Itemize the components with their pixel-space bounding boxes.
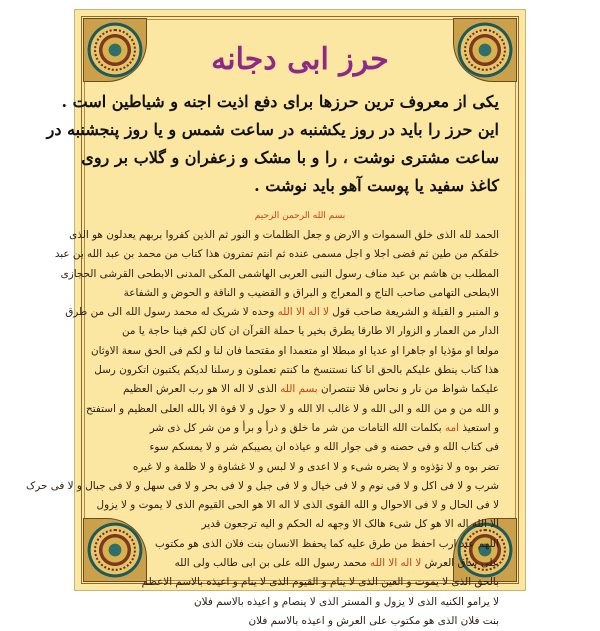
prayer-line-text: مولعا او مؤذیا او جاهرا او عدیا او مبطلا او متعمدا او مقتحما فان لنا و لکم فی الحق سعة الاوثان — [90, 344, 499, 357]
prayer-line — [101, 380, 499, 399]
prayer-text-body — [25, 226, 499, 631]
prayer-line-text: لا یرامو الکنیه الذی لا یزول و المستر الذی لا ینصام و اعیذه بالاسم فلان — [194, 595, 499, 608]
prayer-line-text: و الله من و من الله و الی الله و لا غالب الا الله و لا حول و لا قوة الا بالله العلی العظیم و استفتح — [86, 402, 499, 415]
intro-line: ساعت مشتری نوشت ، را و با مشک و زعفران و گلاب بر روی — [81, 148, 499, 167]
intro-line: کاغذ سفید یا پوست آهو باید نوشت . — [254, 176, 499, 195]
prayer-line-text: علی ساق العرش — [424, 557, 499, 570]
prayer-line — [101, 284, 499, 303]
prayer-line — [101, 458, 499, 477]
prayer-line-text: وحده لا شریک له محمد رسول الله الی من طرق — [65, 306, 275, 319]
prayer-line — [54, 245, 499, 264]
prayer-line-text: تضر بوه و لا تؤذوه و لا یضره شیء و لا اعدی و لا لبس و لا غشاوة و لا ظلمة و لا غیره — [132, 460, 499, 473]
prayer-line-text: علیکما شواظ من نار و نحاس فلا تنتصران — [321, 383, 499, 396]
prayer-line-text: لا فی الحال و لا فی الاحوال و الله القوی الذی لا اله الا هو الحی القیوم الذی لا یموت و لا یزول — [96, 499, 499, 512]
highlighted-phrase: لا اله الا الله — [274, 306, 333, 319]
talisman-card — [25, 9, 526, 627]
prayer-line — [60, 265, 499, 284]
prayer-line-text: و المنبر و القبلة و الشریعة صاحب قول — [332, 306, 499, 319]
prayer-line — [101, 535, 499, 554]
prayer-line — [25, 477, 499, 496]
page-title: حرز ابی دجانه — [211, 42, 389, 77]
prayer-line-text: بالحق الذی لا یموت و العین الذی لا ینام و القیوم الذی لا ینام و اعیذه بالاسم الاعظم — [141, 576, 499, 589]
prayer-line-text: و استعیذ — [462, 421, 499, 434]
prayer-line-text: فی کتاب الله و فی حصنه و فی جوار الله و عیاذه ان یصیبکم شر و لا یمسکم سوء — [149, 441, 499, 454]
prayer-line-text: هذا کتاب ینطق علیکم بالحق انا کنا نستنسخ ما کنتم تعملون و رسلنا لدیکم یکتبون اتکرون رسل — [94, 364, 499, 377]
prayer-line-text: اللهم عبد ارب احفظ من طرق علیه کما یحفظ الانسان بنت فلان الذی هو مکتوب — [155, 537, 499, 550]
highlighted-phrase: بسم الله — [276, 383, 321, 396]
prayer-line-text: الذی لا اله الا هو رب العرش العظیم — [123, 383, 277, 396]
prayer-line — [101, 612, 499, 631]
prayer-line — [90, 342, 499, 361]
prayer-line — [65, 303, 499, 322]
prayer-line — [101, 438, 499, 457]
prayer-line-text: المطلب بن هاشم بن عبد مناف رسول النبی العربی الهاشمی المکی المدنی الابطحی القرشی الحجازی — [60, 267, 499, 280]
prayer-line — [86, 400, 499, 419]
intro-line: یکی از معروف ترین حرزها برای دفع اذیت اجنه و شیاطین است . — [61, 92, 499, 111]
prayer-line — [69, 226, 499, 245]
prayer-line — [101, 419, 499, 438]
prayer-line-text: الحمد لله الذی خلق السموات و الارض و جعل الظلمات و النور ثم الذین کفروا بربهم یعدلون هو الذی — [69, 229, 499, 241]
prayer-line — [101, 554, 499, 573]
intro-line: این حرز را باید در روز یکشنبه در ساعت شمس و یا روز پنجشنبه در — [46, 120, 499, 139]
basmala-heading: بسم الله الرحمن الرحیم — [254, 211, 346, 221]
prayer-line-text: خلقکم من طین ثم قضی اجلا و اجل مسمی عنده ثم انتم تمترون هذا کتاب من محمد بن عبد الله بن عبد — [54, 248, 499, 261]
intro-paragraph — [46, 88, 499, 200]
prayer-line — [101, 322, 499, 341]
highlighted-phrase: لا اله الا الله — [366, 557, 425, 570]
highlighted-phrase: امه — [441, 421, 463, 434]
prayer-line — [101, 593, 499, 612]
prayer-line — [101, 573, 499, 592]
prayer-line-text: الا الله اله الا هو کل شیء هالک الا وجهه له الحکم و الیه ترجعون قدیر — [201, 518, 499, 531]
prayer-line-text: بنت فلان الذی هو مکتوب علی العرش و اعیذه بالاسم فلان — [248, 614, 499, 627]
prayer-line-text: الابطحی التهامی صاحب التاج و المعراج و البراق و القضیب و الناقة و الحوض و الشفاعة — [123, 286, 499, 299]
prayer-line — [94, 361, 499, 380]
prayer-line-text: بکلمات الله التامات من شر ما خلق و ذرأ و برأ و من شر کل ذی شر — [149, 421, 442, 434]
prayer-line — [96, 496, 499, 515]
prayer-line-text: الدار من العمار و الزوار الا طارقا یطرق بخیر یا حملة القرآن ان کان لکم فینا حاجة یا من — [121, 325, 499, 338]
prayer-line — [101, 515, 499, 534]
prayer-line-text: محمد رسول الله علی بن ابی طالب ولی الله — [174, 557, 367, 570]
prayer-line-text: شرب و لا فی اکل و لا فی نوم و لا فی خیال و لا فی جبل و لا فی بحر و لا فی سهل و لا فی جبال و لا فی حرک — [25, 479, 499, 492]
